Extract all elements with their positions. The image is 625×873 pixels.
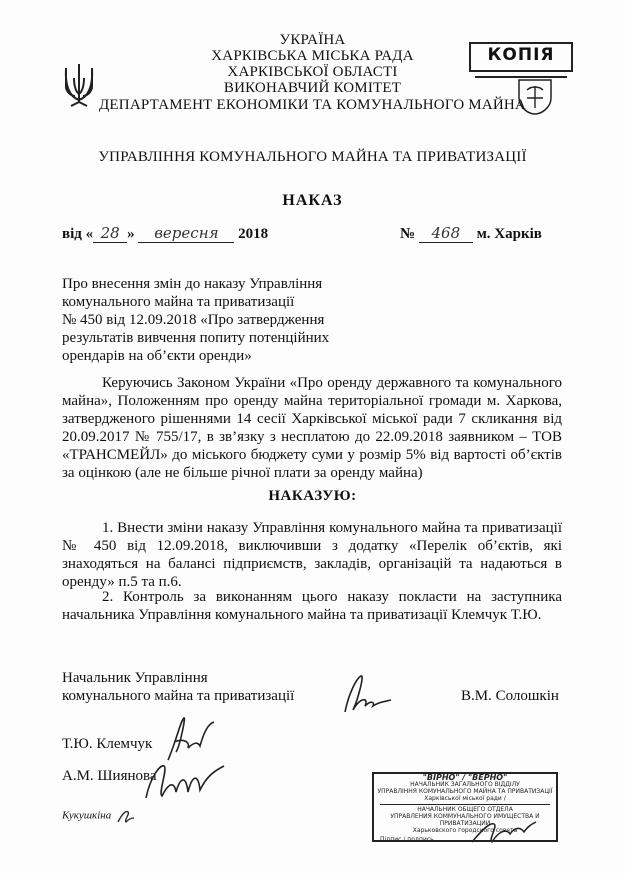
header-oblast: ХАРКІВСЬКОЇ ОБЛАСТІ — [227, 64, 398, 80]
signature-position-line2: комунального майна та приватизації — [62, 688, 295, 704]
verno-stamp-line: УПРАВЛІННЯ КОМУНАЛЬНОГО МАЙНА ТА ПРИВАТИЗАЦІЇ — [377, 788, 553, 795]
subject-line: № 450 від 12.09.2018 «Про затвердження — [62, 312, 325, 328]
date-mid: » — [127, 226, 135, 242]
place: м. Харків — [476, 226, 542, 242]
document-subject — [62, 275, 362, 365]
document-number — [400, 224, 542, 243]
executor-name: Кукушкіна — [62, 808, 136, 824]
verno-stamp-sign-label: Підпис / подпись — [380, 836, 434, 843]
verno-stamp-line: Харьковского городского совета — [412, 827, 518, 834]
verno-stamp-line: НАЧАЛЬНИК ЗАГАЛЬНОГО ВІДДІЛУ — [410, 781, 520, 788]
header-council: ХАРКІВСЬКА МІСЬКА РАДА — [211, 48, 414, 64]
header-country: УКРАЇНА — [279, 32, 346, 48]
handwritten-signature-approval-2 — [140, 758, 230, 808]
handwritten-signature-head — [335, 672, 397, 718]
verno-stamp-line: НАЧАЛЬНИК ОБЩЕГО ОТДЕЛА — [380, 804, 550, 813]
handwritten-signature-approval-1 — [160, 712, 220, 764]
signature-position-line1: Начальник Управління — [62, 670, 208, 686]
preamble-paragraph: Керуючись Законом України «Про оренду державного та комунального майна», Положенням про оренду майна територіальної громади м. Харкова, затвердженого рішеннями 14 сесії Харківської міської ради 7 скликання від 20.09.2017 № 755/17, в зв’язку з несплатою до 22.09.2018 заявником – ТОВ «ТРАНСМЕЙЛ» до міського бюджету суми у розмір 5% від вартості об’єктів за оцінкою (але не більше річної плати за оренду майна) — [62, 375, 562, 481]
subject-line: комунального майна та приватизації — [62, 294, 295, 310]
document-title: НАКАЗ — [282, 192, 343, 209]
approval-name: А.М. Шиянова — [62, 768, 157, 784]
order-item-1: 1. Внести зміни наказу Управління комунального майна та приватизації № 450 від 12.09.2018, виключивши з додатку «Перелік об’єктів, які знаходяться на балансі підприємств, закладів, організацій та надаються в оренду» п.5 та п.6. — [62, 520, 562, 590]
date-month: вересня — [138, 224, 234, 243]
order-item-2: 2. Контроль за виконанням цього наказу покласти на заступника начальника Управління комунального майна та приватизації Клемчук Т.Ю. — [62, 589, 562, 623]
number-value: 468 — [419, 224, 473, 243]
verno-stamp-line: УПРАВЛЕНИЯ КОММУНАЛЬНОГО ИМУЩЕСТВА И ПРИВАТИЗАЦИИ — [390, 813, 540, 827]
handwritten-signature-verno — [468, 812, 538, 852]
header-committee: ВИКОНАВЧИЙ КОМІТЕТ — [223, 80, 402, 96]
subject-line: Про внесення змін до наказу Управління — [62, 276, 323, 292]
document-date — [62, 224, 268, 243]
subject-line: орендарів на об’єкти оренди» — [62, 348, 252, 364]
header-administration: УПРАВЛІННЯ КОМУНАЛЬНОГО МАЙНА ТА ПРИВАТИЗАЦІЇ — [98, 149, 527, 165]
approval-name: Т.Ю. Клемчук — [62, 736, 153, 752]
verno-stamp-title: "ВІРНО" / "ВЕРНО" — [422, 773, 508, 782]
ordered-heading: НАКАЗУЮ: — [268, 488, 357, 504]
verno-stamp-line: Харківської міської ради / — [424, 795, 506, 802]
subject-line: результатів вивчення попиту потенційних — [62, 330, 330, 346]
signature-name: В.М. Солошкін — [461, 688, 559, 704]
date-day: 28 — [93, 224, 127, 243]
executor-initial-mark — [114, 808, 136, 824]
date-year: 2018 — [238, 226, 269, 242]
date-prefix: від « — [62, 226, 94, 242]
number-prefix: № — [400, 226, 416, 242]
copy-stamp-label: КОПІЯ — [469, 42, 573, 72]
header-department: ДЕПАРТАМЕНТ ЕКОНОМІКИ ТА КОМУНАЛЬНОГО МАЙНА — [99, 97, 526, 113]
